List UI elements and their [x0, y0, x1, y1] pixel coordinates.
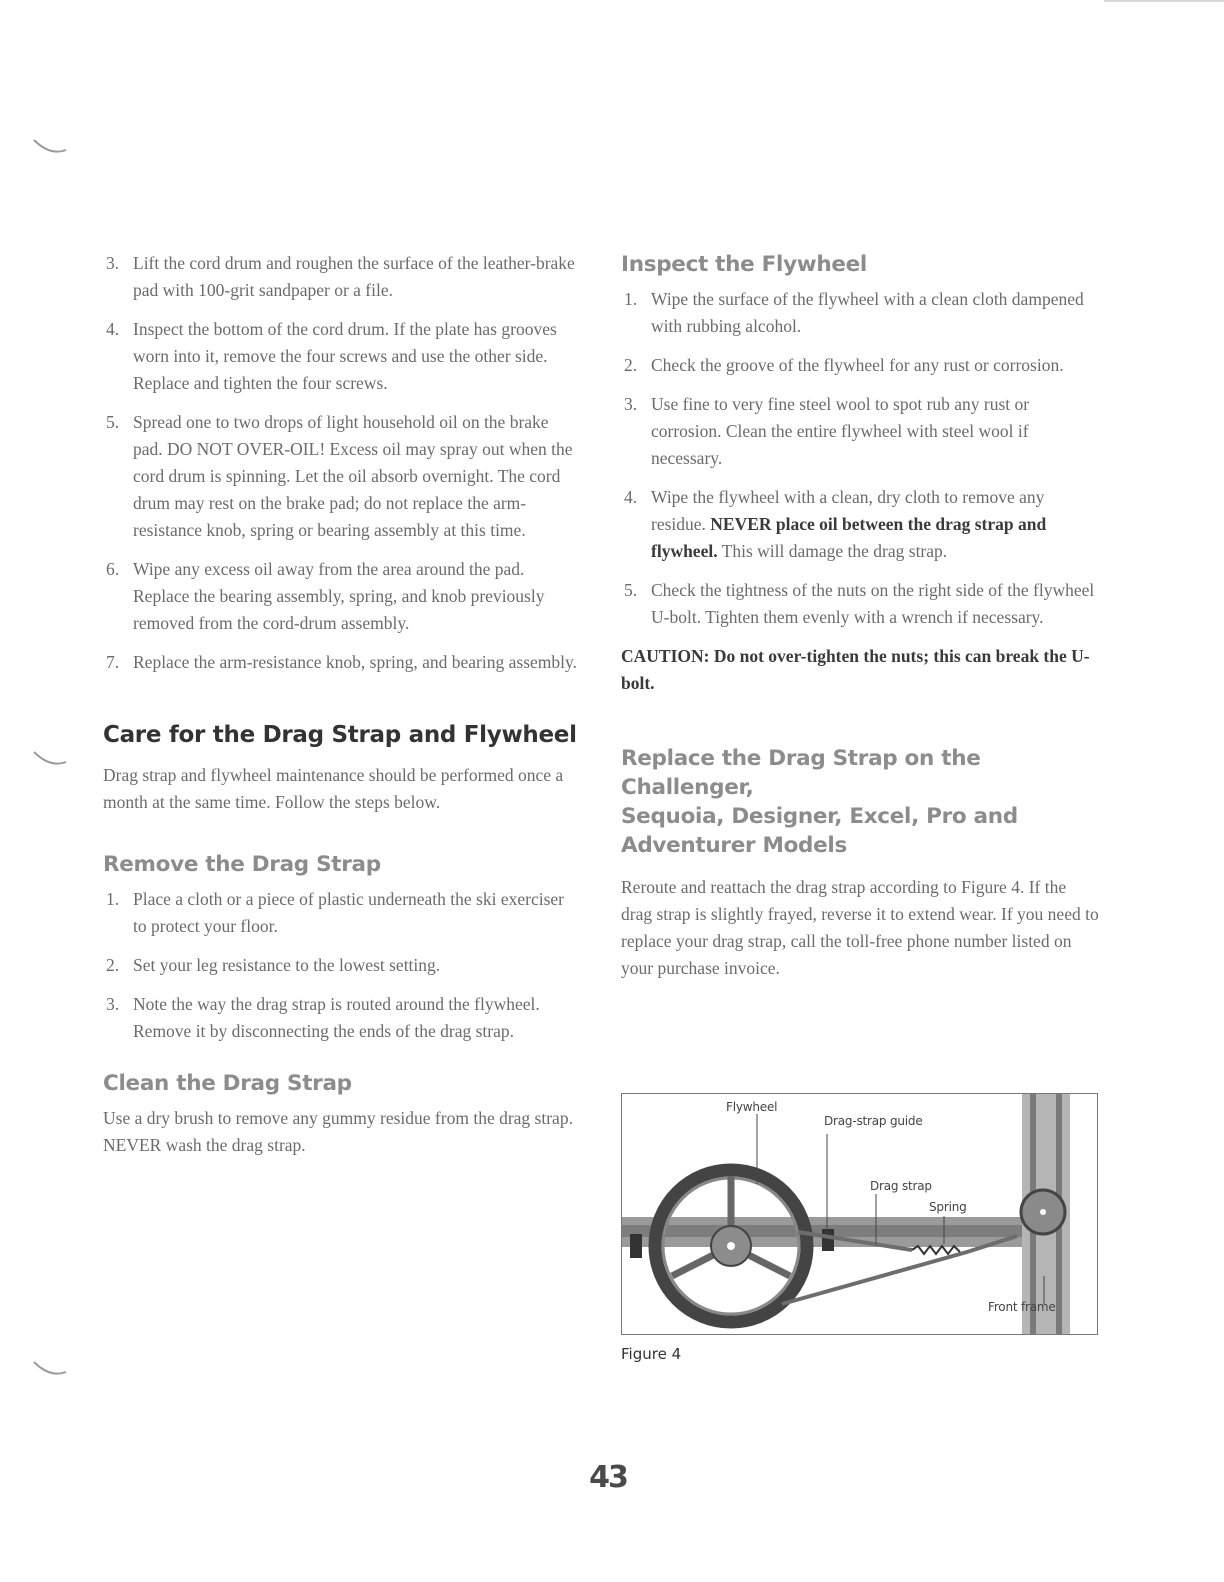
- list-item: 2. Check the groove of the flywheel for any rust or corrosion.: [624, 355, 1064, 375]
- figure-4-diagram: [621, 1093, 1098, 1335]
- inspect-steps: [621, 286, 1101, 631]
- left-column: [103, 250, 578, 1159]
- inspect-heading: Inspect the Flywheel: [621, 252, 868, 277]
- list-item: 4. Wipe the flywheel with a clean, dry cloth to remove any residue. NEVER place oil between the drag strap and flywheel. This will damage the drag strap.: [624, 487, 1047, 561]
- list-item: 5. Check the tightness of the nuts on the right side of the flywheel U-bolt. Tighten them evenly with a wrench if necessary.: [624, 580, 1095, 627]
- list-item: 1. Wipe the surface of the flywheel with a clean cloth dampened with rubbing alcohol.: [624, 289, 1084, 336]
- cord-drum-steps: [103, 250, 578, 676]
- list-item: 3. Lift the cord drum and roughen the surface of the leather-brake pad with 100-grit sandpaper or a file.: [106, 253, 575, 300]
- care-text: Drag strap and flywheel maintenance should be performed once a month at the same time. Follow the steps below.: [103, 765, 564, 812]
- list-item: 3. Use fine to very fine steel wool to spot rub any rust or corrosion. Clean the entire flywheel with steel wool if necessary.: [624, 394, 1030, 468]
- list-item: 1. Place a cloth or a piece of plastic underneath the ski exerciser to protect your floor.: [106, 889, 564, 936]
- binder-hole-mark: [30, 1360, 70, 1378]
- right-column: [621, 250, 1101, 982]
- scan-edge: [1104, 0, 1224, 2]
- label-flywheel: Flywheel: [726, 1100, 778, 1114]
- figure-caption: Figure 4: [621, 1345, 682, 1363]
- list-item: 2. Set your leg resistance to the lowest setting.: [106, 955, 441, 975]
- oil-warning: NEVER place oil between the drag strap and flywheel.: [651, 514, 1047, 561]
- label-drag-strap-guide: Drag-strap guide: [824, 1114, 923, 1128]
- binder-hole-mark: [30, 750, 70, 768]
- label-drag-strap: Drag strap: [870, 1179, 932, 1193]
- page-number: 43: [589, 1460, 627, 1495]
- clean-heading: Clean the Drag Strap: [103, 1071, 352, 1096]
- list-item: 4. Inspect the bottom of the cord drum. If the plate has grooves worn into it, remove the four screws and use the other side. Replace and tighten the four screws.: [106, 319, 557, 393]
- replace-heading: Replace the Drag Strap on the Challenger, Sequoia, Designer, Excel, Pro and Adventurer Models: [621, 746, 1018, 858]
- caution-note: CAUTION: Do not over-tighten the nuts; this can break the U-bolt.: [621, 646, 1090, 693]
- label-front-frame: Front frame: [988, 1300, 1056, 1314]
- list-item: 7. Replace the arm-resistance knob, spring, and bearing assembly.: [106, 652, 577, 672]
- care-heading: Care for the Drag Strap and Flywheel: [103, 722, 577, 748]
- list-item: 6. Wipe any excess oil away from the area around the pad. Replace the bearing assembly, spring, and knob previously removed from the cord-drum assembly.: [106, 559, 545, 633]
- remove-heading: Remove the Drag Strap: [103, 852, 381, 877]
- clean-text: Use a dry brush to remove any gummy residue from the drag strap. NEVER wash the drag strap.: [103, 1108, 573, 1155]
- binder-hole-mark: [30, 138, 70, 156]
- label-spring: Spring: [929, 1200, 967, 1214]
- remove-steps: [103, 886, 578, 1045]
- list-item: 3. Note the way the drag strap is routed around the flywheel. Remove it by disconnecting the ends of the drag strap.: [106, 994, 540, 1041]
- list-item: 5. Spread one to two drops of light household oil on the brake pad. DO NOT OVER-OIL! Excess oil may spray out when the cord drum is spinning. Let the oil absorb overnight. The cord drum may rest on the brake pad; do not replace the arm-resistance knob, spring or bearing assembly at this time.: [106, 412, 573, 540]
- replace-text: Reroute and reattach the drag strap according to Figure 4. If the drag strap is slightly frayed, reverse it to extend wear. If you need to replace your drag strap, call the toll-free phone number listed on your purchase invoice.: [621, 877, 1099, 978]
